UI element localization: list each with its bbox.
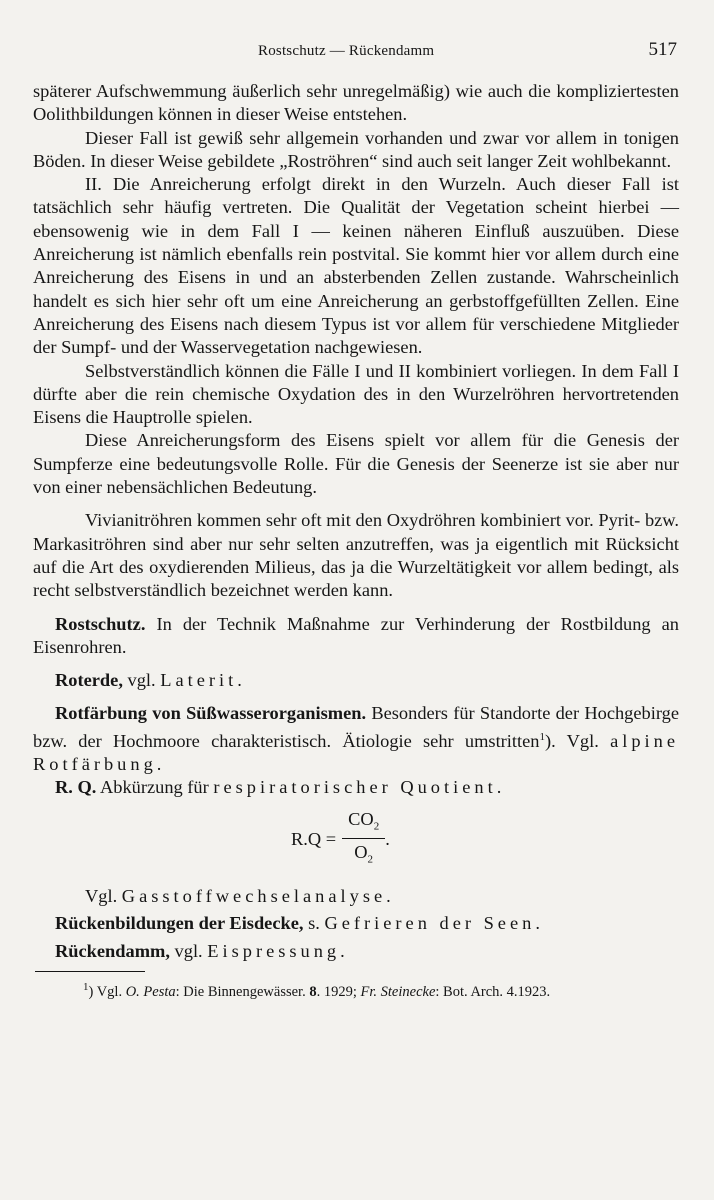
entry-rueckendamm <box>33 940 679 963</box>
paragraph-genesis: Diese Anreicherungsform des Eisens spielt vor allem für die Genesis der Sumpferze eine bedeutungsvolle Rolle. Für die Genesis der Seenerze ist sie aber nur von einer nebensächlichen Bedeutung. <box>33 430 679 498</box>
paragraph-continuation: späterer Aufschwemmung äußerlich sehr unregelmäßig) wie auch die kompliziertesten Oolithbildungen können in dieser Weise entstehen. <box>33 81 679 125</box>
entry-rq <box>33 776 679 799</box>
footnote-author: O. Pesta <box>125 983 176 1000</box>
formula-lhs: R.Q = <box>291 828 337 849</box>
entry-text: In der Technik Maßnahme zur Verhinderung der Rostbildung an Eisenrohren. <box>33 613 679 657</box>
entry-text: vgl. <box>169 940 208 961</box>
running-head: Rostschutz — Rückendamm <box>258 43 435 59</box>
paragraph-case-one-note: Dieser Fall ist gewiß sehr allgemein vorhanden und zwar vor allem in tonigen Böden. In dieser Weise gebildete „Roströhren“ sind auch seit langer Zeit wohlbekannt. <box>33 127 679 171</box>
paragraph-combined-cases: Selbstverständlich können die Fälle I und II kombiniert vorliegen. In dem Fall I dürfte aber die rein chemische Oxydation des in den Wurzelröhren hervortretenden Eisens die Hauptrolle spielen. <box>33 360 679 428</box>
entry-text: s. <box>303 913 325 934</box>
paragraph-case-two: II. Die Anreicherung erfolgt direkt in den Wurzeln. Auch dieser Fall ist tatsächlich sehr häufig vertreten. Die Qualität der Vegetation scheint hierbei — ebensowenig wie in dem Fall I — keinen näheren Einfluß auszuüben. Diese Anreicherung ist nämlich ebenfalls rein postvital. Sie kommt hier vor allem durch eine Anreicherung des Eisens in und an absterbenden Zellen zustande. Wahrscheinlich handelt es sich hier sehr oft um eine Anreicherung an gerbstoffgefüllten Zellen. Eine Anreicherung des Eisens nach diesem Typus ist vor allem für verschiedene Mitglieder der Sumpf- und der Wasservegetation nachgewiesen. <box>33 174 679 358</box>
entry-term: Rotfärbung von Süßwasserorganismen. <box>55 703 367 724</box>
cross-reference: Gasstoffwechselanalyse. <box>121 886 395 907</box>
footnote-marker: 1 <box>83 980 89 993</box>
document-page <box>33 38 679 1001</box>
entry-text: Abkürzung für <box>96 777 214 798</box>
footnote-rule <box>35 971 145 972</box>
footnote-text: : Bot. Arch. 4.1923. <box>435 983 551 1000</box>
numerator-text: CO <box>348 808 374 829</box>
rq-formula <box>291 808 679 871</box>
entry-text: ). Vgl. <box>545 730 611 751</box>
denominator-subscript: 2 <box>367 854 374 867</box>
entry-term: Rückendamm, <box>55 940 170 961</box>
paragraph-vivianite: Vivianitröhren kommen sehr oft mit den Oxydröhren kombiniert vor. Pyrit- bzw. Markasitröhren sind aber nur sehr selten anzutreffen, was ja eigentlich mit Rücksicht auf die Art des oxydierenden Milieus, das ja die Wurzeltätigkeit vor allem bedingt, als recht selbstverständlich bezeichnet werden kann. <box>33 510 679 601</box>
entry-term: R. Q. <box>55 777 97 798</box>
formula-denominator <box>354 839 373 871</box>
footnote-text: : Die Binnengewässer. <box>175 983 310 1000</box>
denominator-text: O <box>354 842 368 863</box>
cross-reference: Gefrieren der Seen. <box>324 913 544 934</box>
footnote <box>33 978 679 1001</box>
page-header <box>33 38 679 66</box>
formula-fraction <box>342 808 385 871</box>
footnote-volume: 8 <box>309 983 317 1000</box>
page-number: 517 <box>648 39 677 60</box>
entry-roterde <box>33 669 679 692</box>
entry-term: Roterde, <box>55 670 123 691</box>
footnote-reference: 1 <box>539 730 545 743</box>
entry-text: Vgl. <box>85 886 122 907</box>
cross-reference: Laterit. <box>160 670 246 691</box>
entry-rotfaerbung <box>33 702 679 776</box>
entry-rueckenbildungen <box>33 912 679 935</box>
formula-numerator <box>342 808 385 840</box>
entry-text: Besonders für Standorte der Hochgebirge bzw. der Hochmoore charakteristisch. Ätiologie sehr umstritten <box>33 703 679 751</box>
cross-reference: alpine Rotfärbung. <box>33 730 679 775</box>
numerator-subscript: 2 <box>373 820 380 833</box>
footnote-text: . 1929; <box>316 983 361 1000</box>
entry-term: Rostschutz. <box>55 613 146 634</box>
cross-reference: respiratorischer Quotient. <box>213 777 506 798</box>
cross-reference: Eispressung. <box>207 940 349 961</box>
footnote-author: Fr. Steinecke <box>360 983 436 1000</box>
entry-term: Rückenbildungen der Eisdecke, <box>55 913 304 934</box>
entry-rostschutz <box>33 613 679 660</box>
formula-period: . <box>385 828 390 849</box>
footnote-text: ) Vgl. <box>88 983 126 1000</box>
entry-vgl-gasstoffwechsel <box>33 885 679 908</box>
entry-text: vgl. <box>122 670 161 691</box>
